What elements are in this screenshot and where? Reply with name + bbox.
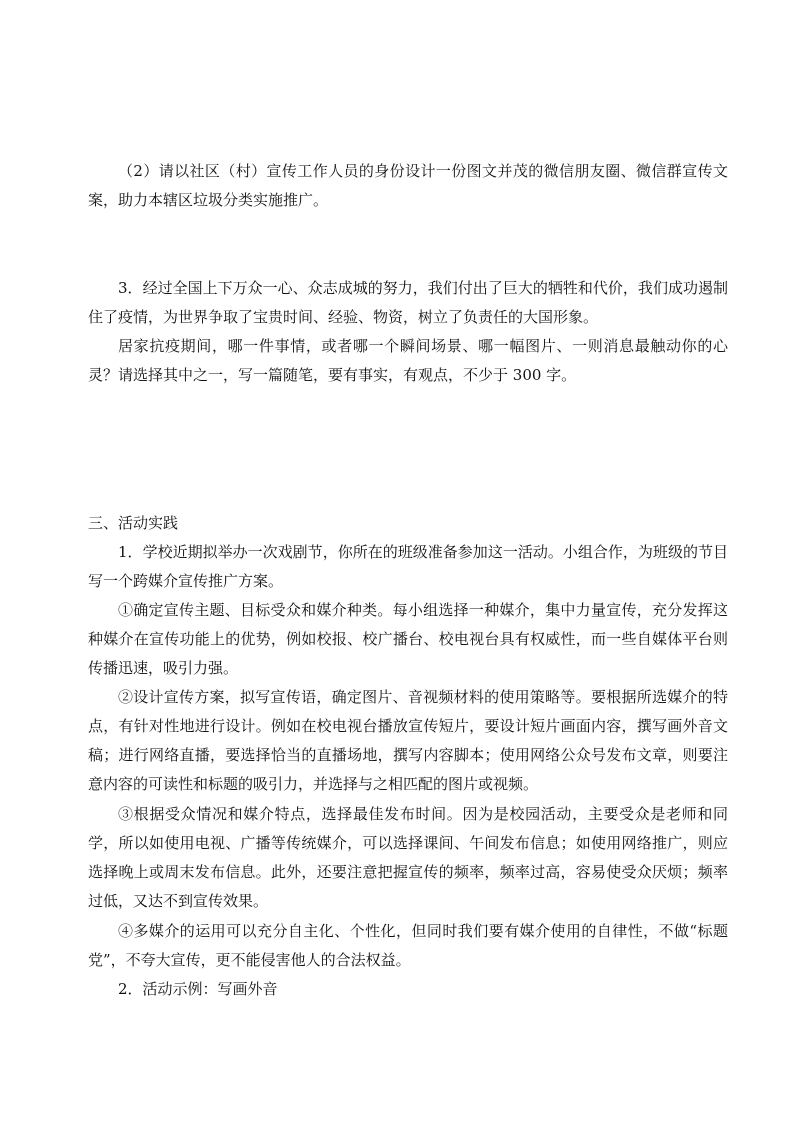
question-3-intro-paragraph: 3．经过全国上下万众一心、众志成城的努力，我们付出了巨大的牺牲和代价，我们成功遏制住了疫情，为世界争取了宝贵时间、经验、物资，树立了负责任的大国形象。 bbox=[88, 279, 728, 326]
step-1-paragraph: ①确定宣传主题、目标受众和媒介种类。每小组选择一种媒介，集中力量宣传，充分发挥这种媒介在宣传功能上的优势，例如校报、校广播台、校电视台具有权威性，而一些自媒体平台则传播迅速，吸引力强。 bbox=[88, 601, 728, 677]
activity-2-paragraph: 2．活动示例：写画外音 bbox=[118, 980, 278, 998]
question-2-paragraph: （2）请以社区（村）宣传工作人员的身份设计一份图文并茂的微信朋友圈、微信群宣传文案，助力本辖区垃圾分类实施推广。 bbox=[88, 162, 728, 209]
step-3-paragraph: ③根据受众情况和媒介特点，选择最佳发布时间。因为是校园活动，主要受众是老师和同学，所以如使用电视、广播等传统媒介，可以选择课间、午间发布信息；如使用网络推广，则应选择晚上或周末发布信息。此外，还要注意把握宣传的频率，频率过高，容易使受众厌烦；频率过低，又达不到宣传效果。 bbox=[88, 805, 728, 910]
step-4-paragraph: ④多媒介的运用可以充分自主化、个性化，但同时我们要有媒介使用的自律性，不做“标题党”，不夸大宣传，更不能侵害他人的合法权益。 bbox=[88, 922, 728, 969]
activity-1-intro-paragraph: 1．学校近期拟举办一次戏剧节，你所在的班级准备参加这一活动。小组合作，为班级的节目写一个跨媒介宣传推广方案。 bbox=[88, 543, 728, 590]
step-2-paragraph: ②设计宣传方案，拟写宣传语，确定图片、音视频材料的使用策略等。要根据所选媒介的特点，有针对性地进行设计。例如在校电视台播放宣传短片，要设计短片画面内容，撰写画外音文稿；进行网络直播，要选择恰当的直播场地，撰写内容脚本；使用网络公众号发布文章，则要注意内容的可读性和标题的吸引力，并选择与之相匹配的图片或视频。 bbox=[88, 688, 728, 793]
question-3-prompt-paragraph: 居家抗疫期间，哪一件事情，或者哪一个瞬间场景、哪一幅图片、一则消息最触动你的心灵？请选择其中之一，写一篇随笔，要有事实，有观点，不少于 300 字。 bbox=[88, 337, 728, 384]
section-heading: 三、活动实践 bbox=[88, 514, 179, 532]
